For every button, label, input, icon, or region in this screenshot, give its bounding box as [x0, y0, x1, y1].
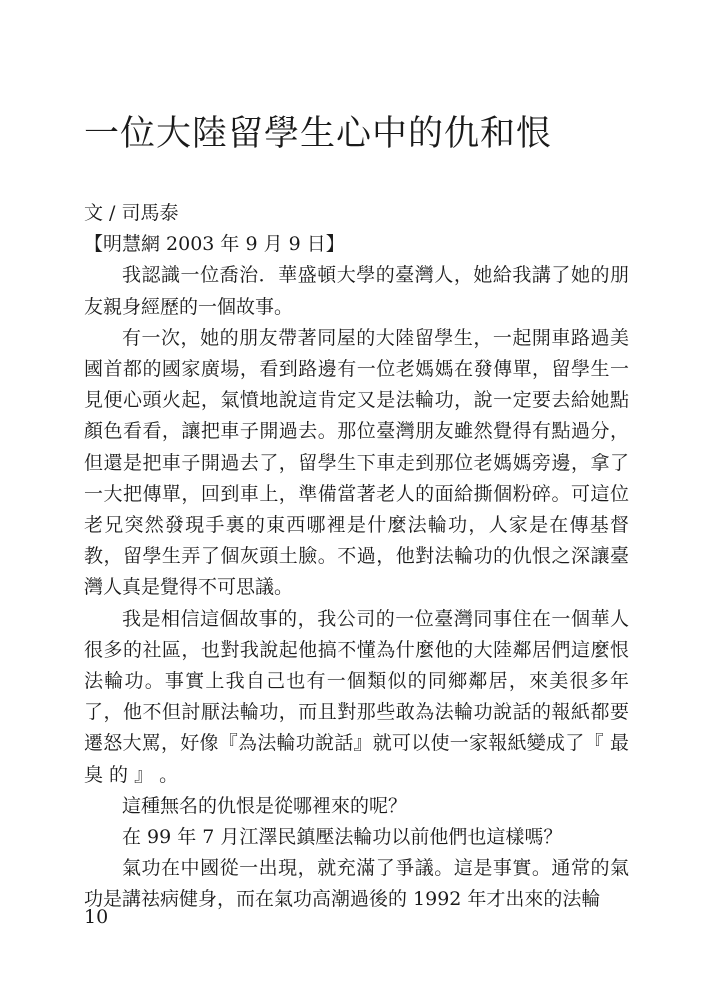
paragraph: 我認識一位喬治．華盛頓大學的臺灣人，她給我講了她的朋友親身經歷的一個故事。	[84, 264, 629, 318]
paragraph: 這種無名的仇恨是從哪裡來的呢？	[122, 794, 408, 817]
paragraph: 我是相信這個故事的，我公司的一位臺灣同事住在一個華人很多的社區，也對我說起他搞不懂為什麼他的大陸鄰居們這麼恨法輪功。事實上我自己也有一個類似的同鄉鄰居，來美很多年了，他不但討厭法輪功，而且對那些敢為法輪功說話的報紙都要遷怒大罵，好像『為法輪功說話』就可以使一家報紙變成了『 最 臭 的 』 。	[84, 607, 629, 786]
article-title: 一位大陸留學生心中的仇和恨	[84, 114, 553, 154]
source-line: 【明慧網 2003 年 9 月 9 日】	[84, 233, 345, 256]
paragraph: 氣功在中國從一出現，就充滿了爭議。這是事實。通常的氣功是講祛病健身，而在氣功高潮過後的 1992 年才出來的法輪	[84, 857, 629, 911]
paragraph: 在 99 年 7 月江澤民鎮壓法輪功以前他們也這樣嗎？	[122, 826, 563, 849]
page-number: 10	[84, 906, 109, 928]
byline: 文 / 司馬泰	[84, 202, 179, 224]
article-body	[84, 198, 629, 916]
paragraph: 有一次，她的朋友帶著同屋的大陸留學生，一起開車路過美國首都的國家廣場，看到路邊有一位老媽媽在發傳單，留學生一見便心頭火起，氣憤地說這肯定又是法輪功，說一定要去給她點顏色看看，讓把車子開過去。那位臺灣朋友雖然覺得有點過分，但還是把車子開過去了，留學生下車走到那位老媽媽旁邊，拿了一大把傳單，回到車上，準備當著老人的面給撕個粉碎。可這位老兄突然發現手裏的東西哪裡是什麼法輪功，人家是在傳基督教，留學生弄了個灰頭土臉。不過，他對法輪功的仇恨之深讓臺灣人真是覺得不可思議。	[84, 326, 629, 599]
